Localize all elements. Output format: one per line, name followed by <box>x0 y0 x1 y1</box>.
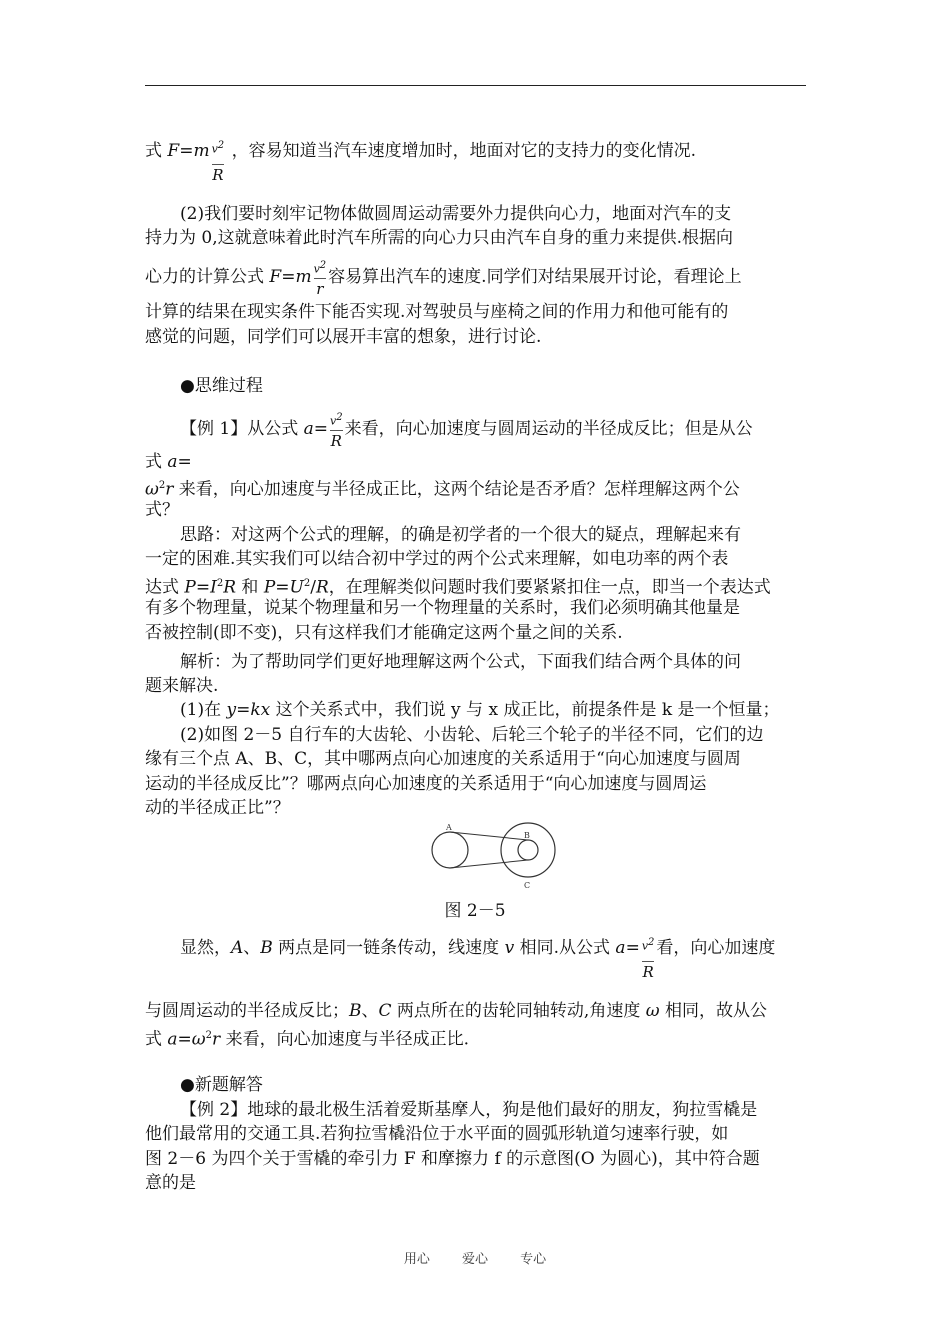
text-span: 看，向心加速度 <box>656 938 776 958</box>
small-gear-circle <box>518 840 538 860</box>
paragraph-line: 式 F=m $\frac{v^2}{R}$ ，容易知道当汽车速度增加时，地面对它的支持力的变化情况. <box>145 140 696 184</box>
paragraph-line: 式 a= <box>145 452 192 472</box>
paragraph-line: 与圆周运动的半径成反比；B、C 两点所在的齿轮同轴转动,角速度 ω 相同，故从公 <box>145 1001 768 1021</box>
paragraph-line: 题来解决. <box>145 676 219 696</box>
text-span: ，在理解类似问题时我们要紧紧扣住一点，即当一个表达式 <box>328 577 771 598</box>
paragraph-line: 显然，A、B 两点是同一链条传动，线速度 v 相同.从公式 a= $\frac{v^2}{R}$ 看，向心加速度 <box>180 937 776 981</box>
paragraph-line: 他们最常用的交通工具.若狗拉雪橇沿位于水平面的圆弧形轨道匀速率行驶，如 <box>145 1124 729 1144</box>
paragraph-line: 【例 1】从公式 a= $\frac{v^2}{R}$ 来看，向心加速度与圆周运动的半径成反比；但是从公 <box>180 412 753 450</box>
paragraph-line: 式？ <box>145 500 179 520</box>
section-heading: ●新题解答 <box>180 1075 263 1095</box>
paragraph-line: 式 $a=\omega^2r$ 来看，向心加速度与半径成正比. <box>145 1029 469 1050</box>
paragraph-line: (2)如图 2－5 自行车的大齿轮、小齿轮、后轮三个轮子的半径不同，它们的边 <box>180 725 764 745</box>
section-heading: ●思维过程 <box>180 376 263 396</box>
paragraph-line: (2)我们要时刻牢记物体做圆周运动需要外力提供向心力，地面对汽车的支 <box>180 204 732 224</box>
paragraph-line: 感觉的问题，同学们可以展开丰富的想象，进行讨论. <box>145 327 542 347</box>
paragraph-line: 计算的结果在现实条件下能否实现.对驾驶员与座椅之间的作用力和他可能有的 <box>145 302 729 322</box>
label-a: A <box>446 823 452 832</box>
paragraph-line: $\omega^2r$ 来看，向心加速度与半径成正比，这两个结论是否矛盾？怎样理解这两个公 <box>145 479 740 500</box>
paragraph-line: 意的是 <box>145 1173 196 1193</box>
paragraph-line: 缘有三个点 A、B、C，其中哪两点向心加速度的关系适用于“向心加速度与圆周 <box>145 749 741 769</box>
page-footer: 用心 爱心 专心 <box>403 1252 547 1267</box>
paragraph-line: 图 2－6 为四个关于雪橇的牵引力 F 和摩擦力 f 的示意图(O 为圆心)，其中符合题 <box>145 1149 760 1169</box>
text-span: 来看，向心加速度与圆周运动的半径成反比；但是从公 <box>344 418 753 439</box>
paragraph-line: 【例 2】地球的最北极生活着爱斯基摩人，狗是他们最好的朋友，狗拉雪橇是 <box>180 1100 758 1120</box>
paragraph-line: 解析：为了帮助同学们更好地理解这两个公式，下面我们结合两个具体的问 <box>180 652 741 672</box>
gear-figure <box>420 818 570 896</box>
header-rule <box>145 85 806 86</box>
paragraph-line: 心力的计算公式 F=m $\frac{v^2}{r}$ 容易算出汽车的速度.同学们对结果展开讨论，看理论上 <box>145 260 742 298</box>
paragraph-line: 一定的困难.其实我们可以结合初中学过的两个公式来理解，如电功率的两个表 <box>145 549 729 569</box>
label-c: C <box>524 881 531 890</box>
text-span: 这个关系式中，我们说 y 与 x 成正比，前提条件是 k 是一个恒量； <box>275 700 780 720</box>
paragraph-line: (1)在 y=kx 这个关系式中，我们说 y 与 x 成正比，前提条件是 k 是一个恒量； <box>180 700 780 720</box>
text-span: 容易算出汽车的速度.同学们对结果展开讨论，看理论上 <box>328 266 742 287</box>
figure-caption: 图 2－5 <box>444 901 506 921</box>
label-b: B <box>524 831 530 840</box>
paragraph-line: 达式 $P=I^2R$ 和 $P=U^2/R$，在理解类似问题时我们要紧紧扣住一点，即当一个表达式 <box>145 577 771 598</box>
paragraph-line: 持力为 0,这就意味着此时汽车所需的向心力只由汽车自身的重力来提供.根据向 <box>145 228 734 248</box>
paragraph-line: 思路：对这两个公式的理解，的确是初学者的一个很大的疑点，理解起来有 <box>180 525 741 545</box>
big-gear-circle <box>432 832 468 868</box>
paragraph-line: 运动的半径成反比”？哪两点向心加速度的关系适用于“向心加速度与圆周运 <box>145 774 707 794</box>
paragraph-line: 否被控制(即不变)，只有这样我们才能确定这两个量之间的关系. <box>145 623 623 643</box>
paragraph-line: 动的半径成正比”？ <box>145 798 290 818</box>
paragraph-line: 有多个物理量，说某个物理量和另一个物理量的关系时，我们必须明确其他量是 <box>145 598 740 618</box>
